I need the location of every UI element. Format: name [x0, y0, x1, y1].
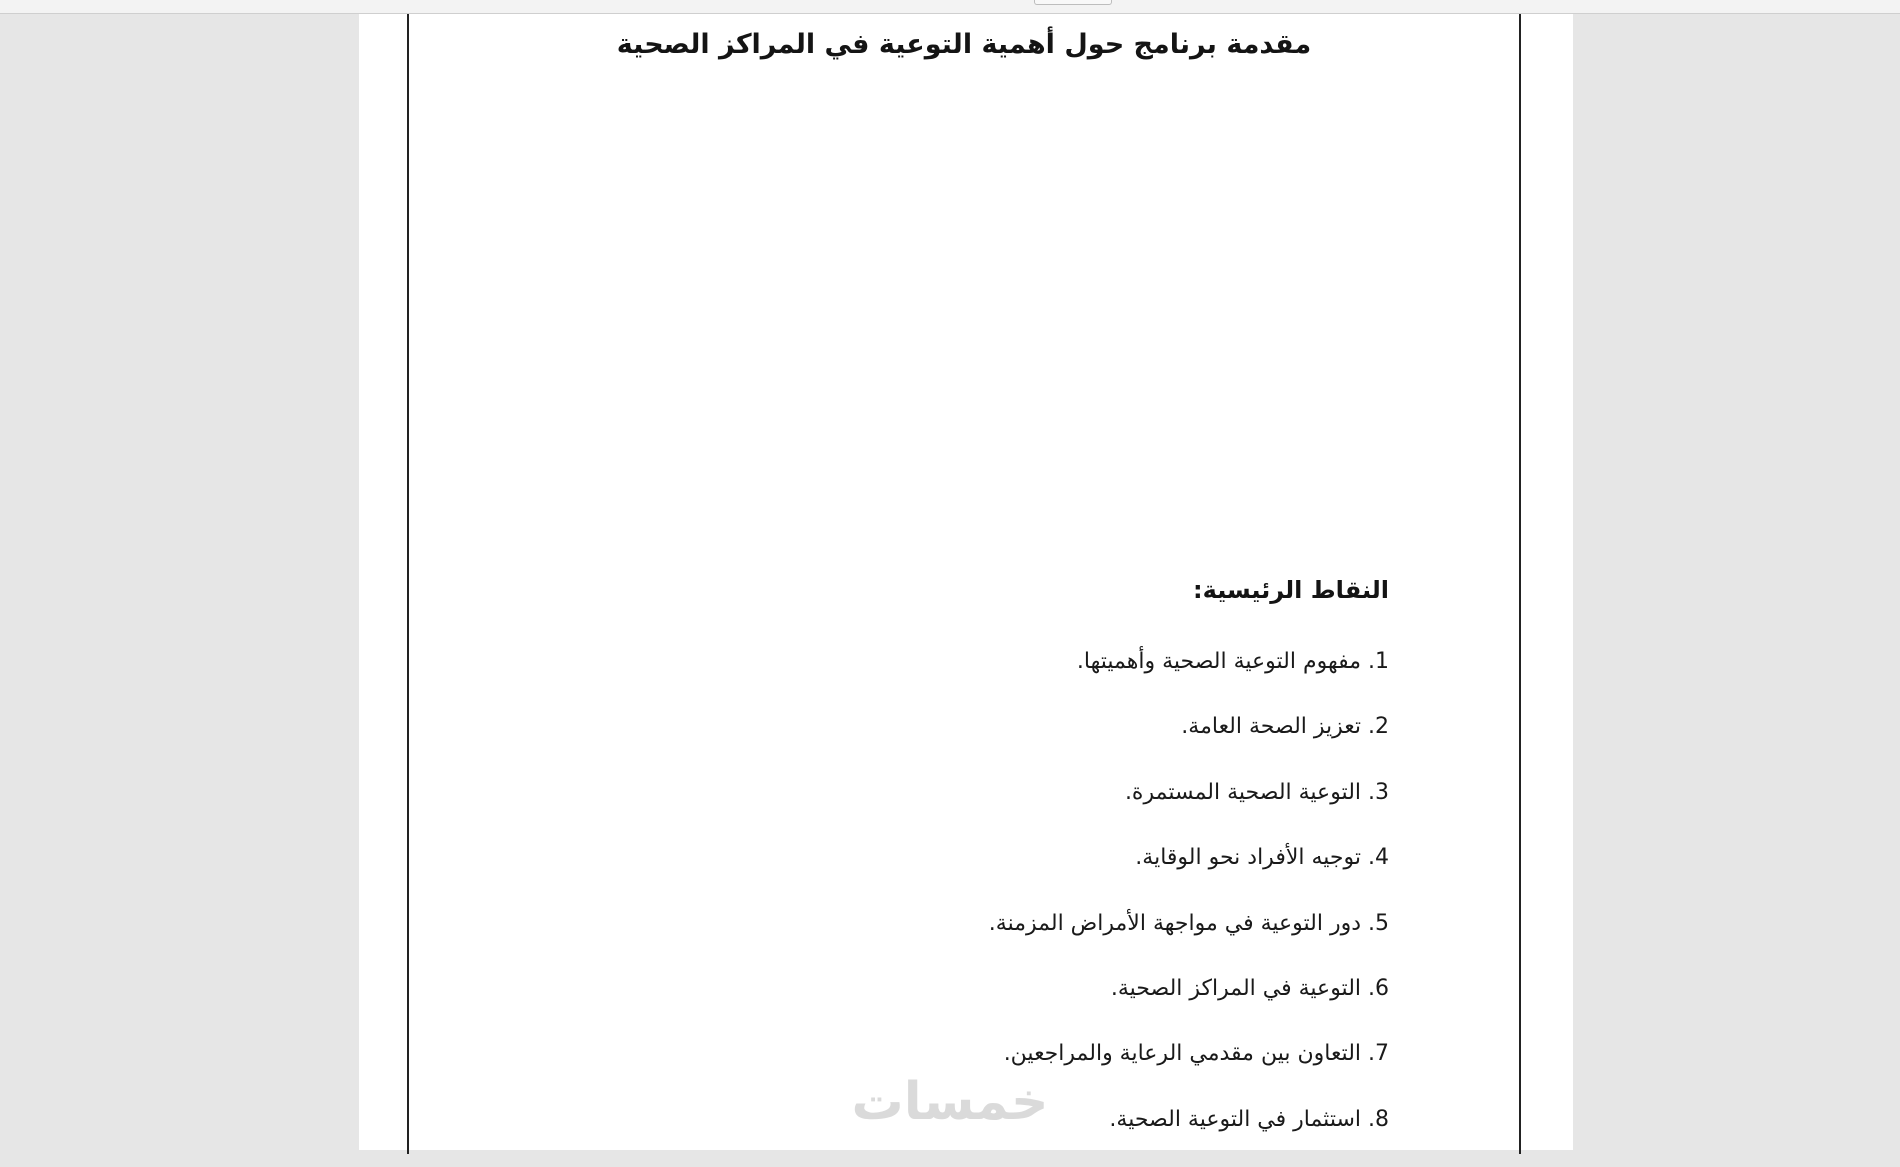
list-item: 1. مفهوم التوعية الصحية وأهميتها. [1076, 649, 1389, 674]
list-item: 4. توجيه الأفراد نحو الوقاية. [1135, 845, 1389, 871]
document-title: مقدمة برنامج حول أهمية التوعية في المراكز الصحية [616, 29, 1312, 60]
viewer-top-bar [0, 0, 1900, 14]
list-item: 6. التوعية في المراكز الصحية. [1110, 975, 1389, 1001]
list-item: 2. تعزيز الصحة العامة. [1181, 714, 1389, 740]
list-item: 7. التعاون بين مقدمي الرعاية والمراجعين. [1003, 1041, 1389, 1067]
page-handle[interactable] [1034, 0, 1112, 5]
watermark-logo: خمسات [851, 1072, 1049, 1132]
list-item: 3. التوعية الصحية المستمرة. [1124, 779, 1389, 805]
section-heading: النقاط الرئيسية: [1193, 576, 1389, 604]
list-item: 8. استثمار في التوعية الصحية. [1109, 1106, 1389, 1132]
list-item: 5. دور التوعية في مواجهة الأمراض المزمنة. [988, 910, 1389, 936]
